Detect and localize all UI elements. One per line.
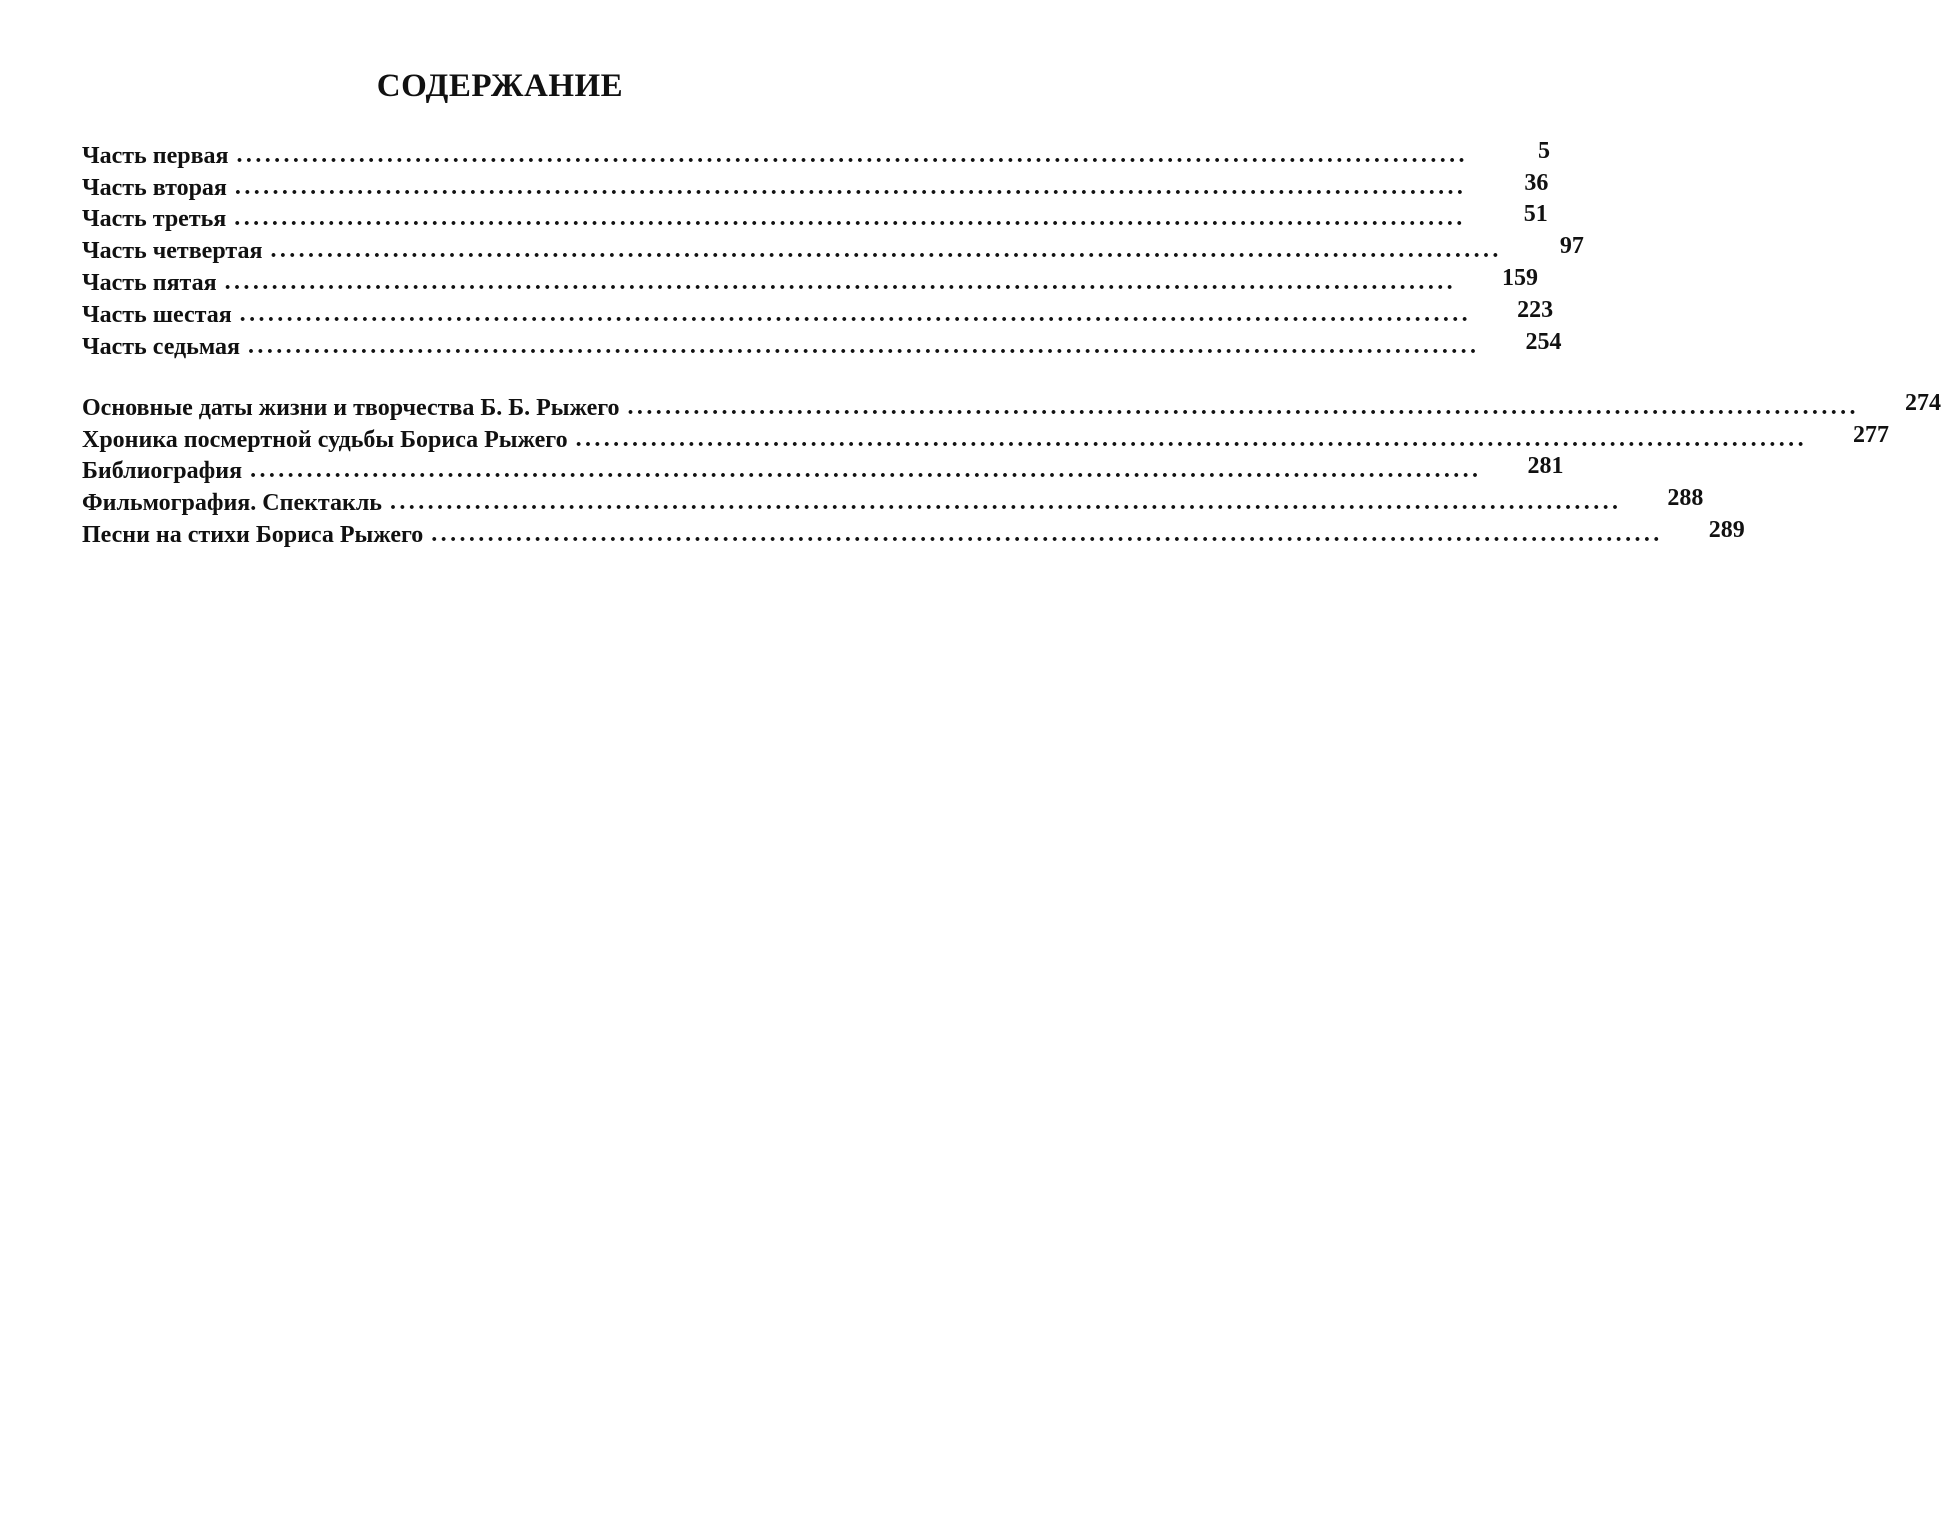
toc-entry-label: Часть седьмая: [82, 333, 241, 360]
toc-entry: [82, 389, 1941, 422]
dot-leader: ...................................................................................................................................: [270, 237, 1502, 264]
dot-leader: ...................................................................................................................................: [239, 300, 1472, 327]
dot-leader: ...................................................................................................................................: [431, 520, 1663, 547]
toc-parts-list: [82, 137, 1584, 361]
toc-entry-label: Часть пятая: [82, 269, 217, 296]
dot-leader: ...................................................................................................................................: [627, 393, 1859, 420]
dot-leader: ...................................................................................................................................: [234, 173, 1467, 200]
toc-entry-label: Песни на стихи Бориса Рыжего: [82, 521, 424, 548]
toc-entry-label: Часть третья: [82, 206, 227, 233]
dot-leader: ...................................................................................................................................: [234, 205, 1466, 232]
dot-leader: ...................................................................................................................................: [248, 332, 1480, 359]
toc-entry-page: 281: [1527, 453, 1564, 480]
toc-entry-label: Часть шестая: [82, 301, 232, 328]
toc-entry: [82, 169, 1549, 202]
toc-entry-label: Часть вторая: [82, 174, 227, 201]
toc-entry-page: 5: [1537, 137, 1550, 164]
toc-entry: [82, 201, 1548, 234]
toc-entry-label: Библиография: [82, 458, 243, 485]
toc-entry-page: 97: [1559, 233, 1584, 260]
toc-entry: [82, 485, 1704, 517]
toc-entry-page: 288: [1667, 485, 1704, 512]
toc-entry-page: 36: [1524, 169, 1549, 196]
toc-entry-label: Часть четвертая: [82, 238, 263, 265]
toc-entry: [82, 233, 1584, 265]
toc-entry-label: Хроника посмертной судьбы Бориса Рыжего: [82, 426, 568, 453]
toc-entry-page: 254: [1525, 328, 1562, 355]
toc-entry-page: 51: [1523, 201, 1548, 228]
toc-entry-page: 289: [1708, 516, 1745, 543]
toc-entry-page: 277: [1852, 421, 1889, 448]
toc-entry-label: Основные даты жизни и творчества Б. Б. Рыжего: [82, 394, 620, 421]
dot-leader: ...................................................................................................................................: [575, 425, 1807, 452]
toc-entry-page: 223: [1517, 296, 1554, 323]
dot-leader: ...................................................................................................................................: [224, 268, 1457, 295]
toc-entry-page: 274: [1904, 389, 1941, 416]
toc-entry: [82, 137, 1550, 170]
toc-entry: [82, 516, 1745, 549]
toc-entry-label: Фильмография. Спектакль: [82, 490, 382, 517]
page-title: СОДЕРЖАНИЕ: [376, 68, 624, 104]
toc-entry: [82, 453, 1564, 486]
dot-leader: ...................................................................................................................................: [390, 489, 1622, 516]
dot-leader: ...................................................................................................................................: [250, 457, 1482, 484]
toc-entry: [82, 421, 1889, 454]
toc-entry-label: Часть первая: [82, 142, 229, 169]
dot-leader: ...................................................................................................................................: [236, 141, 1468, 168]
toc-entry: [82, 296, 1554, 329]
toc-appendices-list: [82, 389, 1941, 549]
toc-entry: [82, 264, 1539, 297]
toc-entry: [82, 328, 1562, 361]
toc-entry-page: 159: [1502, 264, 1539, 291]
